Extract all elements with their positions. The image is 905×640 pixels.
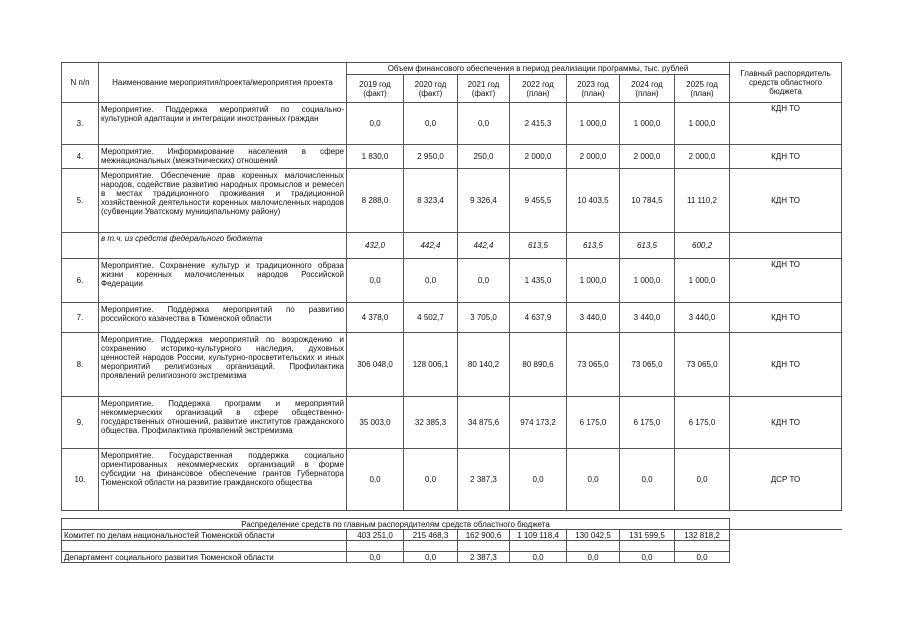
row-description: Мероприятие. Информирование населения в сфере межнациональных (межэтнических) отношений [99,145,347,169]
row-value: 0,0 [347,103,404,145]
row-value: 1 000,0 [567,103,620,145]
header-year: 2019 год (факт) [347,75,404,103]
header-volume: Объем финансового обеспечения в период реализации программы, тыс. рублей [347,63,730,75]
row-value: 2 000,0 [510,145,567,169]
distribution-value: 130 042,5 [567,530,620,541]
row-value: 32 385,3 [404,397,458,449]
distribution-value: 132 818,2 [675,530,730,541]
row-value: 6 175,0 [620,397,675,449]
row-value: 4 378,0 [347,303,404,333]
funding-table [61,62,842,511]
distribution-value: 0,0 [567,552,620,563]
row-value: 3 440,0 [620,303,675,333]
row-description: Мероприятие. Поддержка мероприятий по возрождению и сохранению историко-культурного наследия, духовных ценностей народов России, культурно-просветительских и иных мероприятий религиозных организаций. Профилактика проявлений религиозного экстремизма [99,333,347,397]
row-main-manager: КДН ТО [730,397,842,449]
row-value: 250,0 [458,145,510,169]
row-value: 432,0 [347,233,404,259]
row-value: 73 065,0 [675,333,730,397]
row-value: 0,0 [620,449,675,511]
table-row [62,449,842,511]
table-row [62,333,842,397]
row-main-manager: КДН ТО [730,103,842,145]
row-number: 5. [62,169,99,233]
row-value: 2 000,0 [567,145,620,169]
row-value: 1 000,0 [675,103,730,145]
distribution-value: 0,0 [620,552,675,563]
row-value: 600,2 [675,233,730,259]
distribution-value: 0,0 [675,552,730,563]
row-value: 0,0 [347,449,404,511]
row-value: 0,0 [458,103,510,145]
row-main-manager [730,233,842,259]
header-main-manager: Главный распорядитель средств областного бюджета [730,63,842,103]
row-value: 4 637,9 [510,303,567,333]
distribution-value: 131 599,5 [620,530,675,541]
row-value: 1 435,0 [510,259,567,303]
header-year: 2020 год (факт) [404,75,458,103]
row-value: 613,5 [567,233,620,259]
distribution-name: Департамент социального развития Тюменской области [62,552,347,563]
header-year: 2024 год (план) [620,75,675,103]
row-value: 73 065,0 [567,333,620,397]
row-value: 3 440,0 [567,303,620,333]
header-year: 2022 год (план) [510,75,567,103]
row-number: 9. [62,397,99,449]
distribution-table [61,518,842,563]
table-row [62,397,842,449]
row-description: Мероприятие. Поддержка мероприятий по социально-культурной адаптации и интеграции иностранных граждан [99,103,347,145]
row-value: 2 415,3 [510,103,567,145]
distribution-value: 403 251,0 [347,530,404,541]
row-value: 442,4 [404,233,458,259]
row-description: Мероприятие. Сохранение культур и традиционного образа жизни коренных малочисленных народов Российской Федерации [99,259,347,303]
row-value: 9 455,5 [510,169,567,233]
row-value: 11 110,2 [675,169,730,233]
row-number [62,233,99,259]
row-value: 0,0 [404,259,458,303]
row-main-manager: КДН ТО [730,333,842,397]
distribution-name: Комитет по делам национальностей Тюменской области [62,530,347,541]
distribution-row [62,530,842,541]
row-value: 0,0 [675,449,730,511]
row-value: 442,4 [458,233,510,259]
row-description: Мероприятие. Государственная поддержка социально ориентированных некоммерческих организаций в форме субсидии на финансовое обеспечение грантов Губернатора Тюменской области на развитие гражданского общества [99,449,347,511]
table-row [62,303,842,333]
row-value: 1 000,0 [620,259,675,303]
row-value: 10 784,5 [620,169,675,233]
row-value: 73 065,0 [620,333,675,397]
distribution-value: 0,0 [347,552,404,563]
row-value: 0,0 [404,449,458,511]
table-row [62,145,842,169]
row-value: 306 048,0 [347,333,404,397]
row-value: 0,0 [458,259,510,303]
row-value: 6 175,0 [567,397,620,449]
row-value: 3 440,0 [675,303,730,333]
row-value: 974 173,2 [510,397,567,449]
row-main-manager: КДН ТО [730,169,842,233]
header-year: 2023 год (план) [567,75,620,103]
row-value: 80 140,2 [458,333,510,397]
row-value: 613,5 [510,233,567,259]
row-description: в т.ч. из средств федерального бюджета [99,233,347,259]
row-number: 10. [62,449,99,511]
row-number: 6. [62,259,99,303]
header-name: Наименование мероприятия/проекта/мероприятия проекта [99,63,347,103]
row-value: 613,5 [620,233,675,259]
row-description: Мероприятие. Поддержка мероприятий по развитию российского казачества в Тюменской области [99,303,347,333]
row-number: 7. [62,303,99,333]
row-description: Мероприятие. Обеспечение прав коренных малочисленных народов, содействие развитию народных промыслов и ремесел в местах традиционного проживания и традиционной хозяйственной деятельности коренных малочисленных народов (субвенции Уватскому муниципальному району) [99,169,347,233]
distribution-row [62,552,842,563]
distribution-value: 1 109 118,4 [510,530,567,541]
header-num: N п/п [62,63,99,103]
row-value: 1 000,0 [675,259,730,303]
row-main-manager: КДН ТО [730,259,842,303]
row-value: 3 705,0 [458,303,510,333]
header-year: 2021 год (факт) [458,75,510,103]
table-row [62,233,842,259]
row-value: 80 890,6 [510,333,567,397]
row-value: 10 403,5 [567,169,620,233]
distribution-title: Распределение средств по главным распорядителям средств областного бюджета [62,519,730,530]
row-value: 0,0 [567,449,620,511]
row-description: Мероприятие. Поддержка программ и мероприятий некоммерческих организаций в сфере общественно-государственных отношений, развитие институтов гражданского общества. Профилактика проявлений экстремизма [99,397,347,449]
row-value: 1 000,0 [567,259,620,303]
row-value: 0,0 [510,449,567,511]
row-value: 2 950,0 [404,145,458,169]
distribution-value: 0,0 [510,552,567,563]
row-value: 34 875,6 [458,397,510,449]
row-value: 6 175,0 [675,397,730,449]
distribution-value: 215 468,3 [404,530,458,541]
row-number: 8. [62,333,99,397]
table-row [62,259,842,303]
row-value: 0,0 [347,259,404,303]
row-value: 8 288,0 [347,169,404,233]
distribution-value: 2 387,3 [458,552,510,563]
distribution-value: 0,0 [404,552,458,563]
row-value: 2 000,0 [620,145,675,169]
row-value: 0,0 [404,103,458,145]
header-year: 2025 год (план) [675,75,730,103]
row-value: 1 830,0 [347,145,404,169]
row-main-manager: КДН ТО [730,145,842,169]
row-value: 2 387,3 [458,449,510,511]
row-main-manager: КДН ТО [730,303,842,333]
row-value: 8 323,4 [404,169,458,233]
row-value: 35 003,0 [347,397,404,449]
table-row [62,169,842,233]
distribution-spacer-row [62,541,842,552]
row-value: 9 326,4 [458,169,510,233]
row-number: 3. [62,103,99,145]
table-row [62,103,842,145]
row-value: 4 502,7 [404,303,458,333]
distribution-value: 162 900,6 [458,530,510,541]
row-value: 2 000,0 [675,145,730,169]
row-value: 128 006,1 [404,333,458,397]
row-value: 1 000,0 [620,103,675,145]
row-number: 4. [62,145,99,169]
row-main-manager: ДСР ТО [730,449,842,511]
